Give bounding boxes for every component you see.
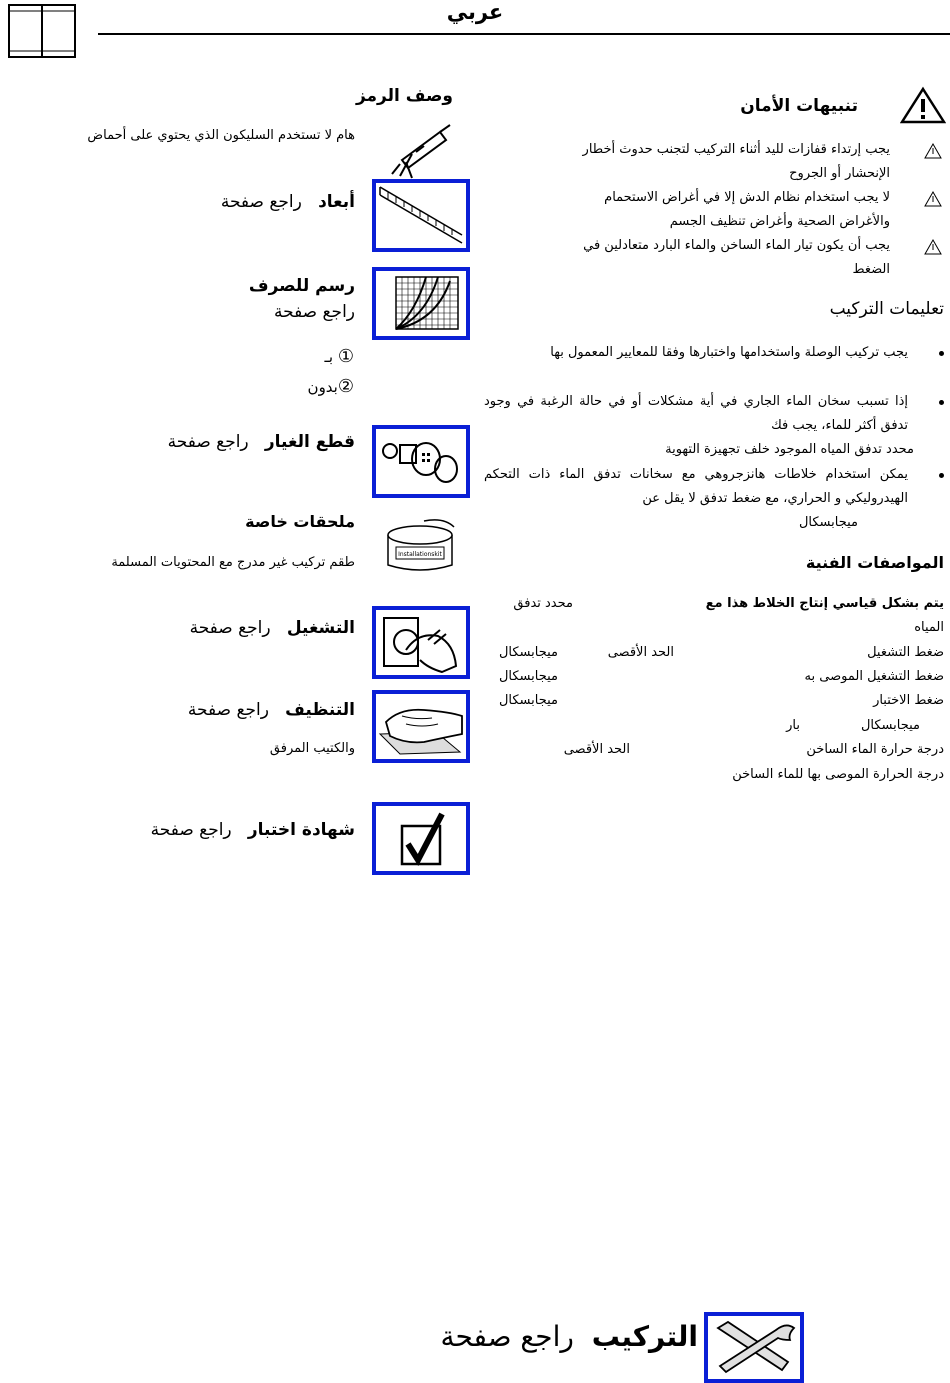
spec-test-pressure: ضغط الاختبار	[873, 693, 944, 708]
page-title: عربي	[446, 0, 504, 24]
silicone-note: هام لا تستخدم السليكون الذي يحتوي على أحماض	[87, 128, 355, 143]
install-title: تعليمات التركيب	[829, 299, 944, 319]
warning-small-icon	[924, 143, 942, 159]
install-item: يمكن استخدام خلاطات هانزجروهي مع سخانات تدفق الماء ذات التحكم الهيدروليكي و الحراري، مع ضغط تدفق لا يقل عن ميجابسكال	[484, 463, 944, 535]
operation-label: التشغيل راجع صفحة	[189, 618, 355, 638]
specs-title: المواصفات الفنية	[805, 553, 944, 572]
flow-option-1: ① بـ	[324, 346, 354, 367]
safety-title: تنبيهات الأمان	[740, 96, 858, 116]
spec-rec-temp: درجة الحرارة الموصى بها للماء الساخن	[732, 767, 944, 782]
accessories-title: ملحقات خاصة	[245, 512, 355, 531]
warning-triangle-icon	[900, 86, 946, 124]
flow-diagram-label: رسم للصرف راجع صفحة	[248, 276, 355, 322]
silicone-gun-icon	[382, 122, 454, 182]
warning-small-icon	[924, 191, 942, 207]
test-certificate-label: شهادة اختبار راجع صفحة	[150, 820, 355, 840]
spec-rec-pressure: ضغط التشغيل الموصى به	[804, 669, 944, 684]
checkmark-icon	[372, 802, 470, 875]
safety-item: يجب أن يكون تيار الماء الساخن والماء البارد متعادلين في الضغط	[482, 234, 942, 282]
svg-text:Installationskit: Installationskit	[398, 551, 442, 558]
open-book-icon	[8, 2, 78, 60]
safety-item: يجب إرتداء قفازات لليد أثناء التركيب لتجنب حدوث أخطار الإنحشار أو الجروح	[482, 138, 942, 186]
operation-hand-icon	[372, 606, 470, 679]
install-item: إذا تسبب سخان الماء الجاري في أية مشكلات أو في حالة الرغبة في وجود تدفق أكثر للماء، يجب فك محدد تدفق المياه الموجود خلف تجهيزة التهوية	[484, 390, 944, 462]
spare-parts-label: قطع الغيار راجع صفحة	[167, 432, 355, 452]
dimensions-label: أبعاد راجع صفحة	[220, 192, 355, 212]
spec-hot-temp: درجة حرارة الماء الساخن	[806, 742, 944, 757]
spec-intro: يتم بشكل قياسي إنتاج الخلاط هذا مع	[705, 596, 944, 611]
safety-item: لا يجب استخدام نظام الدش إلا في أغراض الاستحمام والأغراض الصحية وأغراض تنظيف الجسم	[482, 186, 942, 234]
header-rule	[98, 33, 950, 35]
dimensions-ruler-icon	[372, 179, 470, 252]
flow-option-2: ②بدون	[307, 376, 354, 397]
assembly-label: التركيب راجع صفحة	[440, 1320, 698, 1353]
accessories-note: طقم تركيب غير مدرج مع المحتويات المسلمة	[111, 555, 355, 570]
installation-kit-icon	[384, 517, 456, 575]
install-item: يجب تركيب الوصلة واستخدامها واختبارها وفقا للمعايير المعمول بها	[484, 341, 944, 389]
cleaning-note: والكتيب المرفق	[269, 741, 355, 756]
cleaning-cloth-icon	[372, 690, 470, 763]
symbols-title: وصف الرمز	[355, 86, 453, 106]
spare-parts-icon	[372, 425, 470, 498]
spec-op-pressure: ضغط التشغيل	[867, 645, 944, 660]
cleaning-label: التنظيف راجع صفحة	[187, 700, 355, 720]
warning-small-icon	[924, 239, 942, 255]
flow-diagram-icon	[372, 267, 470, 340]
wrench-tools-icon	[704, 1312, 804, 1383]
